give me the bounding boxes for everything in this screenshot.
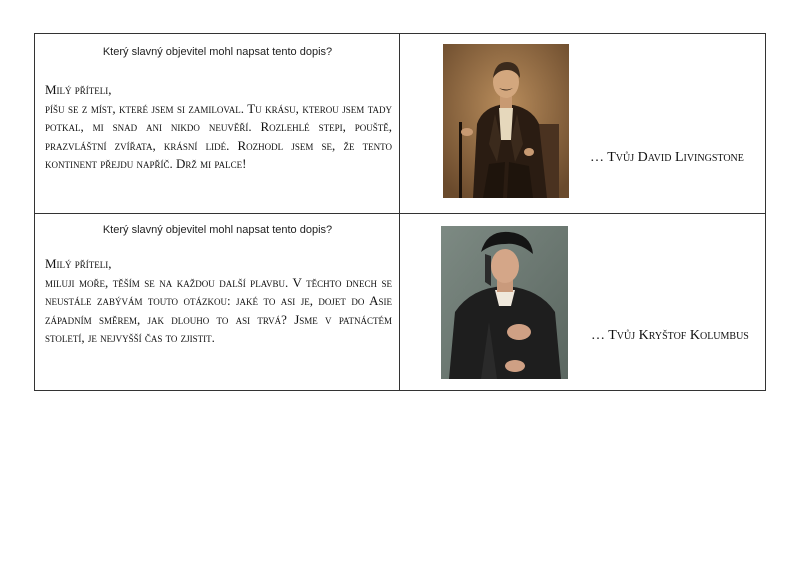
letter-text xyxy=(45,255,392,348)
question-text: Který slavný objevitel mohl napsat tento dopis? xyxy=(102,224,333,236)
letter-text xyxy=(45,81,392,174)
letter-greeting: Milý příteli, xyxy=(45,82,112,97)
explorer-letters-table xyxy=(34,33,766,391)
question-text: Který slavný objevitel mohl napsat tento dopis? xyxy=(102,46,333,58)
letter-body: miluji moře, těším se na každou další plavbu. V těchto dnech se neustále zabývám touto otázkou: jaké to asi je, dojet do Asie západním směrem, jak dlouho to asi trvá? Jsme v patnáctém století, je nejvyšší čas to zjistit. xyxy=(45,274,392,345)
card-row-livingstone xyxy=(35,34,765,214)
letter-body: píšu se z míst, které jsem si zamiloval. Tu krásu, kterou jsem tady potkal, mi snad ani nikdo neuvěří. Rozlehlé stepi, pouště, prazvláštní zvířata, krásní lidé. Rozhodl jsem se, že tento kontinent přejdu napříč. Drž mi palce! xyxy=(45,100,392,171)
card-row-columbus xyxy=(35,214,765,390)
letter-signature: … Tvůj Kryštof Kolumbus xyxy=(591,328,749,343)
letter-cell xyxy=(35,214,400,390)
letter-signature: … Tvůj David Livingstone xyxy=(590,150,744,165)
livingstone-portrait-image xyxy=(443,44,569,198)
columbus-portrait-image xyxy=(441,226,568,379)
letter-greeting: Milý příteli, xyxy=(45,256,112,271)
letter-cell xyxy=(35,34,400,213)
